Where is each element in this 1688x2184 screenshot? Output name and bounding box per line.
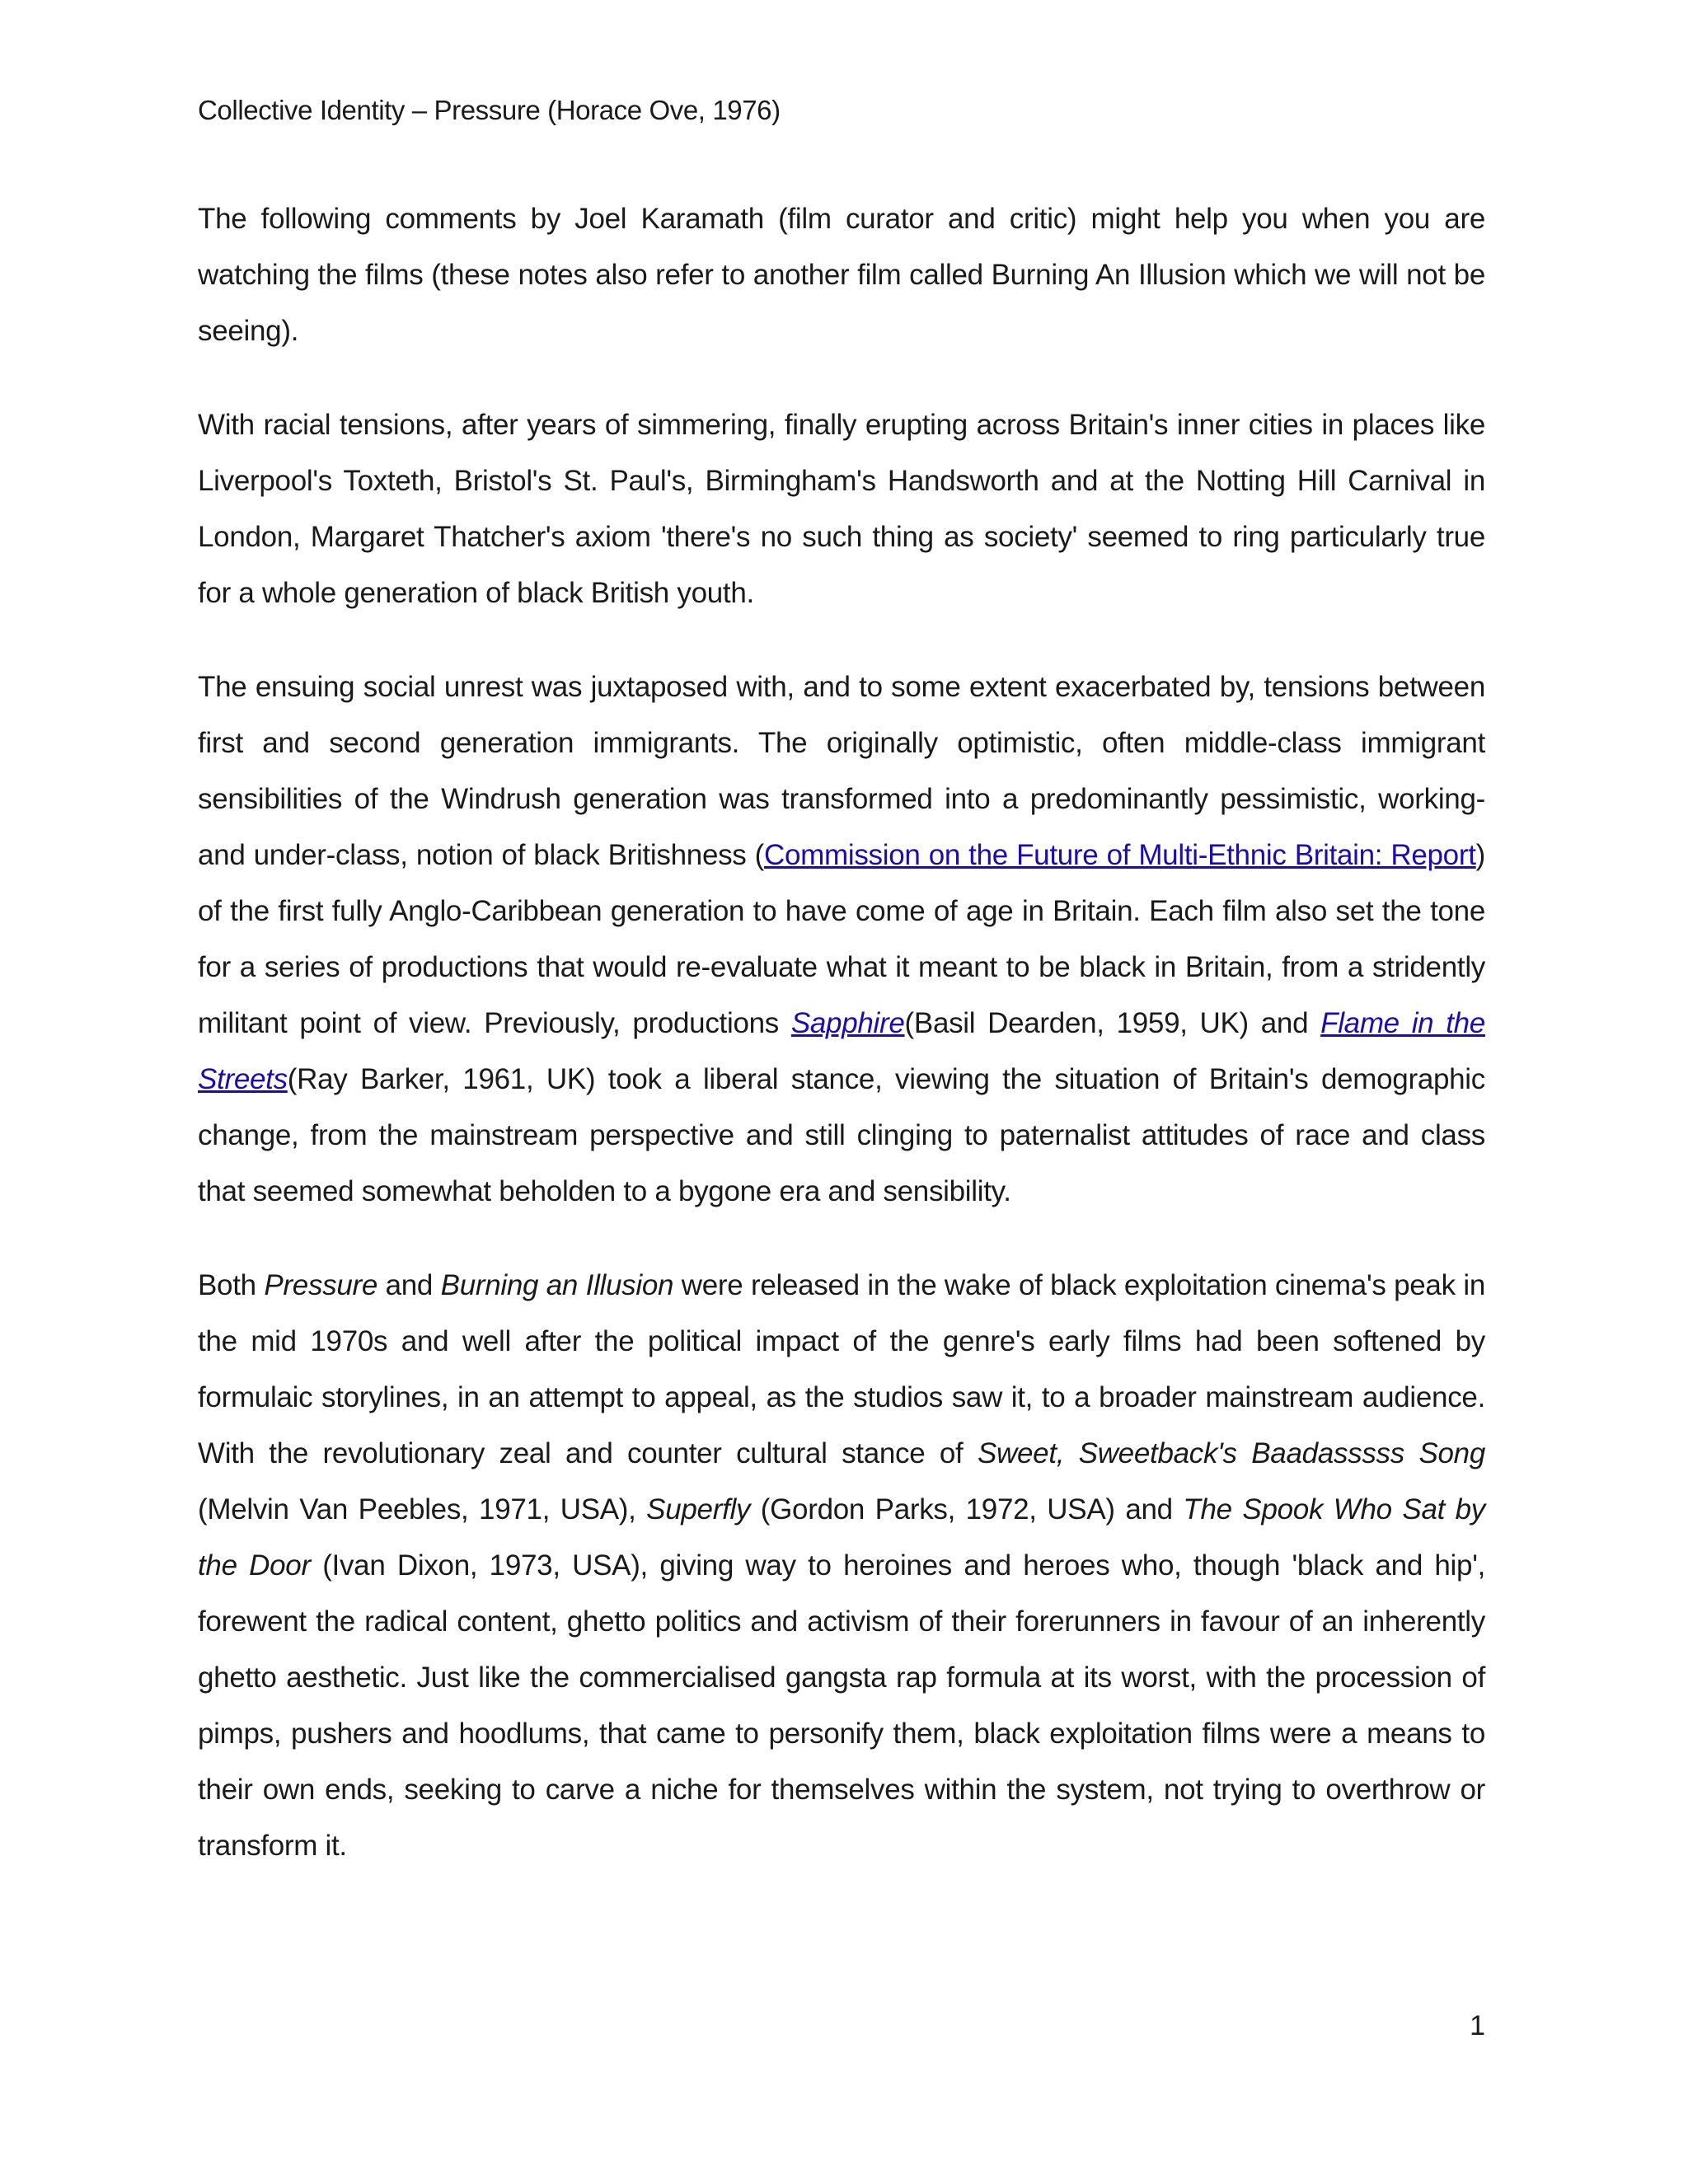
film-title-pressure: Pressure bbox=[264, 1269, 378, 1301]
paragraph-text-segment: (Melvin Van Peebles, 1971, USA), bbox=[198, 1493, 647, 1526]
film-title-superfly: Superfly bbox=[646, 1493, 751, 1526]
film-title-sapphire: Sapphire bbox=[790, 1007, 905, 1039]
paragraph-text-segment: Both bbox=[198, 1269, 265, 1301]
paragraph-text-segment: (Gordon Parks, 1972, USA) and bbox=[750, 1493, 1184, 1526]
paragraph-intro: The following comments by Joel Karamath (film curator and critic) might help you when you are watching the films (these notes also refer to another film called Burning An Illusion which we will not be seeing). bbox=[198, 203, 1485, 347]
paragraph-social-unrest bbox=[198, 659, 1485, 1220]
paragraph-text-segment: ) of the first fully Anglo-Caribbean generation to have come of age in Britain. Each film also set the tone for a series of productions that would re-evaluate what it meant to be black in Britain, from a stridently militant point of view. Previously, productions bbox=[198, 839, 1485, 1039]
film-title-flame-in-the-streets: Flame in the Streets bbox=[198, 1007, 1485, 1095]
paragraph-text-segment: (Basil Dearden, 1959, UK) and bbox=[904, 1007, 1321, 1039]
paragraph-text-segment: and bbox=[377, 1269, 441, 1301]
film-title-burning-an-illusion: Burning an Illusion bbox=[440, 1269, 674, 1301]
paragraph-racial-tensions: With racial tensions, after years of simmering, finally erupting across Britain's inner cities in places like Liverpool's Toxteth, Bristol's St. Paul's, Birmingham's Handsworth and at the Notting Hill Carnival in London, Margaret Thatcher's axiom 'there's no such thing as society' seemed to ring particularly true for a whole generation of black British youth. bbox=[198, 409, 1485, 609]
paragraph-text-segment: (Ivan Dixon, 1973, USA), giving way to heroines and heroes who, though 'black and hip', forewent the radical content, ghetto politics and activism of their forerunners in favour of an inherently ghetto aesthetic. Just like the commercialised gangsta rap formula at its worst, with the procession of pimps, pushers and hoodlums, that came to personify them, black exploitation films were a means to their own ends, seeking to carve a niche for themselves within the system, not trying to overthrow or transform it. bbox=[198, 1549, 1486, 1862]
paragraph-text-segment: were released in the wake of black exploitation cinema's peak in the mid 1970s and well after the political impact of the genre's early films had been softened by formulaic storylines, in an attempt to appeal, as the studios saw it, to a broader mainstream audience. With the revolutionary zeal and counter cultural stance of bbox=[198, 1269, 1485, 1469]
film-title-sweetback: Sweet, Sweetback's Baadasssss Song bbox=[977, 1437, 1485, 1469]
paragraph-text-segment: (Ray Barker, 1961, UK) took a liberal stance, viewing the situation of Britain's demographic change, from the mainstream perspective and still clinging to paternalist attitudes of race and class that seemed somewhat beholden to a bygone era and sensibility. bbox=[198, 1063, 1485, 1207]
page-header-title: Collective Identity – Pressure (Horace Ove, 1976) bbox=[198, 95, 781, 125]
paragraph-text-segment: The ensuing social unrest was juxtaposed with, and to some extent exacerbated by, tensions between first and second generation immigrants. The originally optimistic, often middle-class immigrant sensibilities of the Windrush generation was transformed into a predominantly pessimistic, working- and under-class, notion of black Britishness ( bbox=[198, 671, 1485, 871]
film-title-spook-who-sat-by-the-door: The Spook Who Sat by the Door bbox=[198, 1493, 1486, 1582]
link-sapphire[interactable] bbox=[791, 1007, 905, 1039]
paragraph-black-exploitation bbox=[198, 1258, 1485, 1874]
page-number: 1 bbox=[1470, 2010, 1485, 2041]
document-body bbox=[198, 191, 1485, 1912]
link-commission-report[interactable]: Commission on the Future of Multi-Ethnic Britain: Report bbox=[764, 839, 1476, 871]
